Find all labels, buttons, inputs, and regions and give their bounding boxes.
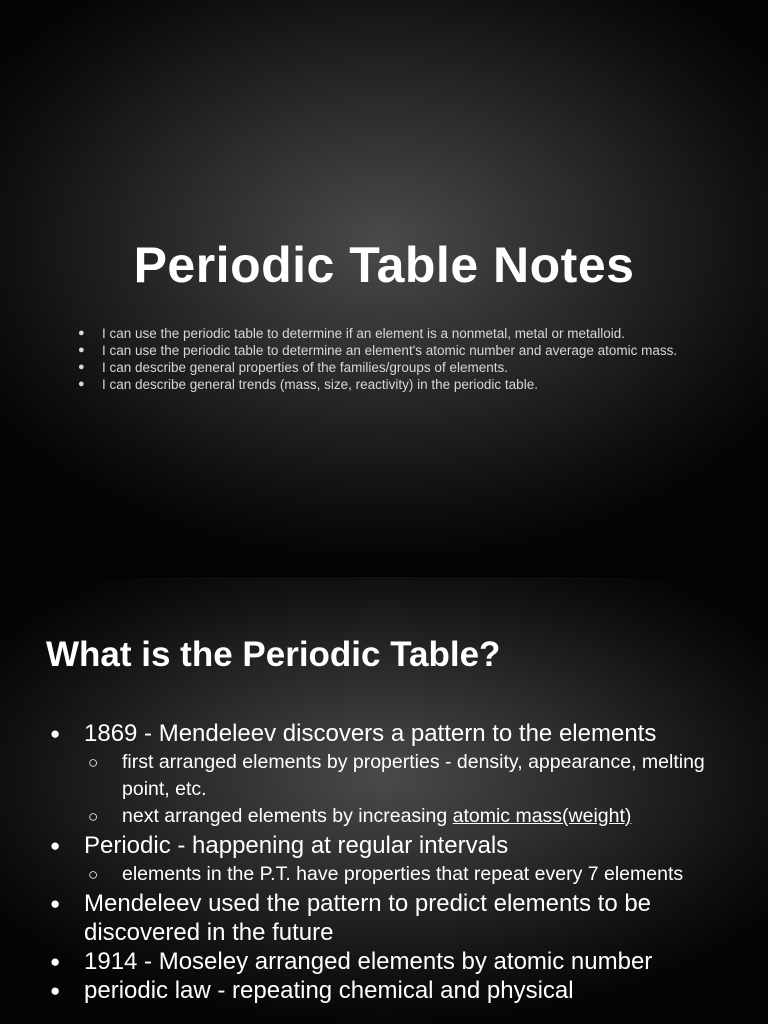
sub-bullet-icon: ○ [88, 865, 99, 884]
list-item: ● I can describe general trends (mass, size, reactivity) in the periodic table. [78, 377, 538, 392]
list-item: ● periodic law - repeating chemical and physical [50, 977, 574, 1004]
slide-what-is-periodic-table [0, 577, 768, 1024]
list-item: ● I can describe general properties of the families/groups of elements. [78, 360, 508, 375]
sub-list [84, 861, 710, 888]
bullet-icon: ● [50, 894, 61, 913]
bullet-icon: ● [50, 952, 61, 971]
list-item: ● I can use the periodic table to determine if an element is a nonmetal, metal or metalloid. [78, 326, 626, 341]
bullet-icon: ● [78, 361, 85, 373]
list-item: ● 1914 - Moseley arranged elements by atomic number [50, 948, 653, 975]
bullet-icon: ● [78, 327, 85, 339]
slide-heading: What is the Periodic Table? [46, 635, 501, 674]
sub-list-item: ○ next arranged elements by increasing atomic mass(weight) [84, 803, 710, 830]
content-list [50, 719, 710, 1005]
bullet-icon: ● [78, 378, 85, 390]
sub-bullet-icon: ○ [88, 807, 99, 826]
list-item: ● Periodic - happening at regular intervals ○ elements in the P.T. have properties that repeat every 7 elements [50, 831, 710, 888]
objectives-list [78, 325, 718, 393]
slide-title-heading: Periodic Table Notes [133, 237, 635, 293]
bullet-icon: ● [50, 836, 61, 855]
list-item: ● Mendeleev used the pattern to predict elements to be discovered in the future [50, 890, 652, 946]
atomic-mass-link[interactable]: atomic mass(weight) [452, 805, 632, 827]
list-item: ● 1869 - Mendeleev discovers a pattern to the elements ○ first arranged elements by properties - density, appearance, melting point, etc. ○ next arranged elements by increasing atomic mass(weight) [50, 719, 710, 830]
list-item: ● I can use the periodic table to determine an element's atomic number and average atomic mass. [78, 343, 678, 358]
sub-bullet-icon: ○ [88, 753, 99, 772]
sub-list [84, 749, 710, 830]
bullet-icon: ● [50, 981, 61, 1000]
bullet-icon: ● [78, 344, 85, 356]
sub-list-item: ○ first arranged elements by properties - density, appearance, melting point, etc. [88, 751, 705, 800]
bullet-icon: ● [50, 724, 61, 743]
sub-list-item: ○ elements in the P.T. have properties that repeat every 7 elements [84, 861, 710, 888]
